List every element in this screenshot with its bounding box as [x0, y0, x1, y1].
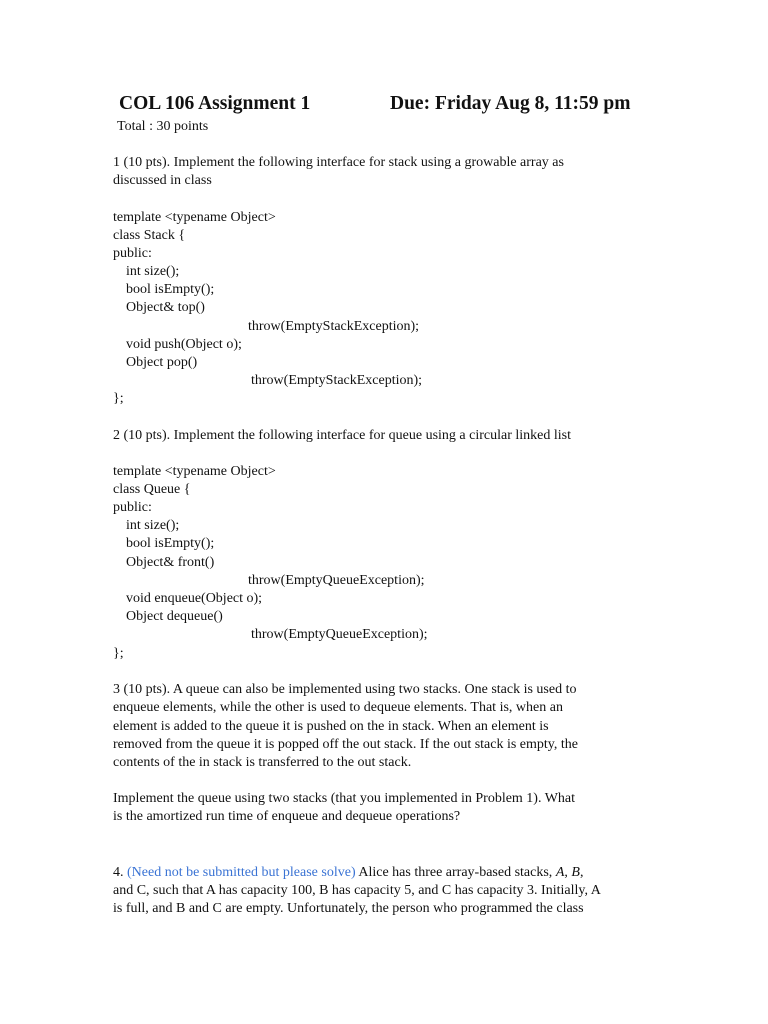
q4-var-a: A: [555, 865, 565, 880]
q4-line3: is full, and B and C are empty. Unfortunately, the person who programmed the class: [113, 901, 584, 916]
q4-line1: 4. (Need not be submitted but please solve) Alice has three array-based stacks, A, B,: [113, 865, 584, 880]
q4-note: (Need not be submitted but please solve): [127, 865, 356, 880]
q2-code-line: public:: [113, 500, 152, 515]
q2-code-line: throw(EmptyQueueException);: [251, 627, 428, 642]
q3-para2-line: Implement the queue using two stacks (that you implemented in Problem 1). What: [113, 791, 576, 806]
q3-para1-line: enqueue elements, while the other is used to dequeue elements. That is, when an: [113, 700, 563, 715]
q1-code-line: Object pop(): [126, 355, 198, 370]
q2-code-line: throw(EmptyQueueException);: [248, 573, 425, 588]
q1-code-line: template <typename Object>: [113, 210, 276, 225]
q3-para1-line: 3 (10 pts). A queue can also be implemented using two stacks. One stack is used to: [113, 682, 577, 697]
q2-code-line: bool isEmpty();: [126, 536, 215, 551]
q1-code-line: class Stack {: [113, 228, 186, 243]
q2-code-line: Object dequeue(): [126, 609, 223, 624]
total-points: Total : 30 points: [117, 119, 209, 134]
q3-para2-line: is the amortized run time of enqueue and dequeue operations?: [113, 809, 461, 824]
q2-intro: 2 (10 pts). Implement the following interface for queue using a circular linked list: [113, 428, 571, 443]
q1-code-line: throw(EmptyStackException);: [251, 373, 423, 388]
q1-code-line: void push(Object o);: [126, 337, 242, 352]
q2-code-line: int size();: [126, 518, 180, 533]
q1-intro-line1: 1 (10 pts). Implement the following interface for stack using a growable array as: [113, 155, 564, 170]
q3-para1-line: contents of the in stack is transferred to the out stack.: [113, 755, 412, 770]
q1-intro-line2: discussed in class: [113, 173, 212, 188]
q1-code-line: Object& top(): [126, 300, 205, 315]
q1-code-line: bool isEmpty();: [126, 282, 215, 297]
q2-code-line: };: [113, 646, 124, 661]
q3-para1-line: removed from the queue it is popped off the out stack. If the out stack is empty, the: [113, 737, 578, 752]
q2-code-line: template <typename Object>: [113, 464, 276, 479]
q1-code-line: int size();: [126, 264, 180, 279]
q3-para1-line: element is added to the queue it is pushed on the in stack. When an element is: [113, 719, 549, 734]
q1-code-line: throw(EmptyStackException);: [248, 319, 420, 334]
q4-line1-text: Alice has three array-based stacks,: [355, 865, 556, 880]
q4-var-b: B: [571, 865, 580, 880]
q4-line2: and C, such that A has capacity 100, B has capacity 5, and C has capacity 3. Initially, A: [113, 883, 601, 898]
assignment-title: COL 106 Assignment 1: [119, 93, 311, 114]
due-date: Due: Friday Aug 8, 11:59 pm: [390, 93, 631, 114]
q1-code-line: public:: [113, 246, 152, 261]
q2-code-line: void enqueue(Object o);: [126, 591, 263, 606]
q4-number: 4.: [113, 865, 127, 880]
q1-code-line: };: [113, 391, 124, 406]
q2-code-line: class Queue {: [113, 482, 191, 497]
q2-code-line: Object& front(): [126, 555, 215, 570]
